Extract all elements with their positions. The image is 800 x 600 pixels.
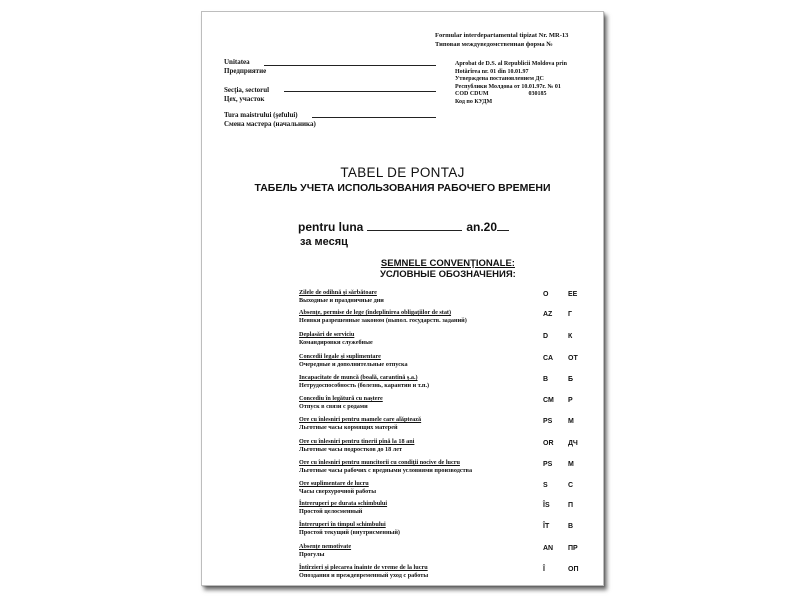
legend-code-ro: S [543, 482, 548, 489]
legend-code-ro: OR [543, 440, 554, 447]
legend-item-desc [299, 459, 472, 474]
legend-item-ro: Ore suplimentare de lucru [299, 480, 369, 487]
legend-code-ru: К [568, 333, 573, 340]
legend-item-ru: Выходные и праздничные дни [299, 296, 384, 304]
legend-code-ro: B [543, 376, 549, 383]
legend-code-ru: ОП [568, 566, 579, 573]
legend-item-desc [299, 353, 408, 368]
legend-item [299, 395, 589, 415]
legend-item-ro: Concedii legale şi suplimentare [299, 353, 381, 360]
legend-code-ro: PS [543, 461, 553, 468]
period-line [298, 220, 509, 234]
legend-item [299, 353, 589, 373]
legend-item [299, 480, 589, 500]
legend-item-ru: Командировки служебные [299, 338, 373, 346]
legend-item-ru: Простой целосменный [299, 507, 363, 515]
legend-item [299, 521, 589, 541]
legend-code-ru: ДЧ [568, 440, 578, 447]
legend-item [299, 500, 589, 520]
legend-title [380, 258, 516, 280]
form-reference-ro: Formular interdepartamental tipizat Nr. MR-13 [435, 32, 569, 39]
legend-item-ro: Ore cu înlesniri pentru muncitorii cu condiţii nocive de lucru [299, 459, 460, 466]
field-sectia-label-ru: Цех, участок [224, 95, 265, 103]
legend-item-desc [299, 289, 384, 304]
field-tura-label-ru: Смена мастера (начальника) [224, 120, 316, 128]
legend-item-ro: Zilele de odihnă şi sărbătoare [299, 289, 377, 296]
legend-code-ro: ÎT [543, 523, 550, 530]
field-tura [224, 111, 316, 129]
legend-code-ro: CA [543, 355, 554, 362]
approval-line: Утверждена постановлением ДС [455, 76, 544, 83]
period-label-ru: за месяц [300, 236, 348, 248]
field-tura-line [312, 117, 436, 118]
legend-item-ro: Întîrzieri şi plecarea înainte de vreme de la lucru [299, 564, 428, 571]
legend-code-ro: PS [543, 418, 553, 425]
legend-item-desc [299, 395, 383, 410]
legend-code-ru: Р [568, 397, 573, 404]
page-title: TABEL DE PONTAJ [340, 165, 465, 180]
legend-item-desc [299, 500, 387, 515]
legend-item [299, 416, 589, 436]
legend-code-ro: AZ [543, 311, 553, 318]
legend-item-ru: Простой текущий (внутрисменный) [299, 528, 400, 536]
form-page [201, 11, 604, 586]
legend-item-desc [299, 374, 429, 389]
legend-item-ro: Întreruperi în timpul schimbului [299, 521, 386, 528]
legend-code-ru: В [568, 523, 574, 530]
approval-line: Hotărîrea nr. 01 din 10.01.97 [455, 68, 529, 75]
legend-item-ru: Нетрудоспособность (болезнь, карантин и т.п.) [299, 381, 430, 389]
legend-code-ru: ЕЕ [568, 291, 578, 298]
cod-value: 030185 [528, 91, 547, 98]
form-reference [435, 32, 568, 49]
legend-code-ru: М [568, 461, 574, 468]
legend-item [299, 374, 589, 394]
legend-item-ro: Întreruperi pe durata schimbului [299, 500, 388, 507]
field-unitatea-line [264, 65, 436, 66]
legend-item-desc [299, 438, 414, 453]
legend-title-ro: SEMNELE CONVENŢIONALE: [380, 258, 515, 269]
legend-item [299, 331, 589, 351]
month-blank [367, 220, 462, 231]
legend-item [299, 543, 589, 563]
approval-block [455, 61, 567, 107]
legend-item-ro: Absenţe, permise de lege (îndeplinirea obligaţiilor de stat) [299, 309, 452, 316]
legend-item-ru: Льготные часы рабочих с вредными условиями производства [299, 466, 473, 474]
approval-line: Aprobat de D.S. al Republicii Moldova prin [455, 61, 567, 67]
field-sectia-line [284, 91, 436, 92]
period-month-label: pentru luna [298, 220, 364, 234]
legend-item-ro: Ore cu înlesniri pentru mamele care alăptează [299, 416, 422, 423]
legend-item-ru: Льготные часы кормящих матерей [299, 423, 398, 431]
legend-code-ro: CM [543, 397, 554, 404]
cod-row [455, 91, 567, 99]
legend-item-ru: Очередные и дополнительные отпуска [299, 360, 408, 368]
legend-item-desc [299, 564, 428, 579]
legend-code-ro: AN [543, 545, 554, 552]
approval-line: Республики Молдова от 10.01.97г. № 01 [455, 83, 561, 90]
year-blank [497, 220, 509, 231]
legend-item [299, 564, 589, 584]
field-unitatea-label-ru: Предприятие [224, 67, 267, 75]
legend-code-ro: Î [543, 566, 545, 573]
legend-item-desc [299, 543, 351, 558]
legend-code-ru: Б [568, 376, 574, 383]
legend-code-ru: М [568, 418, 574, 425]
field-sectia [224, 86, 269, 104]
period-year-label: an.20 [466, 220, 498, 234]
legend-item-ru: Неявки разрешенные законом (выпол. государств. заданий) [299, 316, 467, 324]
cod-label: COD CDUM [455, 91, 489, 98]
form-reference-ru: Типовая междуведомственная форма № [435, 40, 553, 48]
legend-item [299, 289, 589, 309]
legend-item-ro: Deplasări de serviciu [299, 331, 355, 338]
legend-title-ru: УСЛОВНЫЕ ОБОЗНАЧЕНИЯ: [380, 269, 516, 280]
page-subtitle: ТАБЕЛЬ УЧЕТА ИСПОЛЬЗОВАНИЯ РАБОЧЕГО ВРЕМЕНИ [254, 182, 551, 194]
legend-item [299, 459, 589, 479]
legend-item [299, 309, 589, 329]
legend-code-ru: С [568, 482, 574, 489]
legend-item-ro: Concediu în legătură cu naştere [299, 395, 383, 402]
legend-code-ru: Г [568, 311, 572, 318]
legend-code-ru: П [568, 502, 574, 509]
legend-item-ro: Ore cu înlesniri pentru tinerii pînă la 18 ani [299, 438, 415, 445]
legend-code-ro: D [543, 333, 549, 340]
legend-item-ru: Льготные часы подростков до 18 лет [299, 445, 402, 453]
legend-item-desc [299, 480, 376, 495]
legend-code-ro: ÎS [543, 502, 550, 509]
cod-label-ru: Код по КУДМ [455, 98, 493, 105]
legend-item-ru: Опоздания и преждевременный уход с работы [299, 571, 429, 579]
legend-item-ro: Absenţe nemotivate [299, 543, 352, 550]
legend-item-ru: Часы сверхурочной работы [299, 487, 377, 495]
legend-item-ru: Отпуск в связи с родами [299, 402, 368, 410]
legend-item-desc [299, 416, 421, 431]
field-sectia-label-ro: Secţia, sectorul [224, 86, 270, 94]
legend-item-desc [299, 331, 373, 346]
field-unitatea [224, 58, 266, 76]
field-tura-label-ro: Tura maistrului (şefului) [224, 111, 298, 119]
legend-item-desc [299, 521, 400, 536]
legend-item-ro: Incapacitate de muncă (boală, carantină ş.a.) [299, 374, 418, 381]
legend-code-ro: O [543, 291, 549, 298]
legend-code-ru: ПР [568, 545, 578, 552]
legend-item-ru: Прогулы [299, 550, 325, 558]
legend-code-ru: ОТ [568, 355, 578, 362]
legend-item-desc [299, 309, 467, 324]
field-unitatea-label-ro: Unitatea [224, 58, 250, 66]
legend-item [299, 438, 589, 458]
